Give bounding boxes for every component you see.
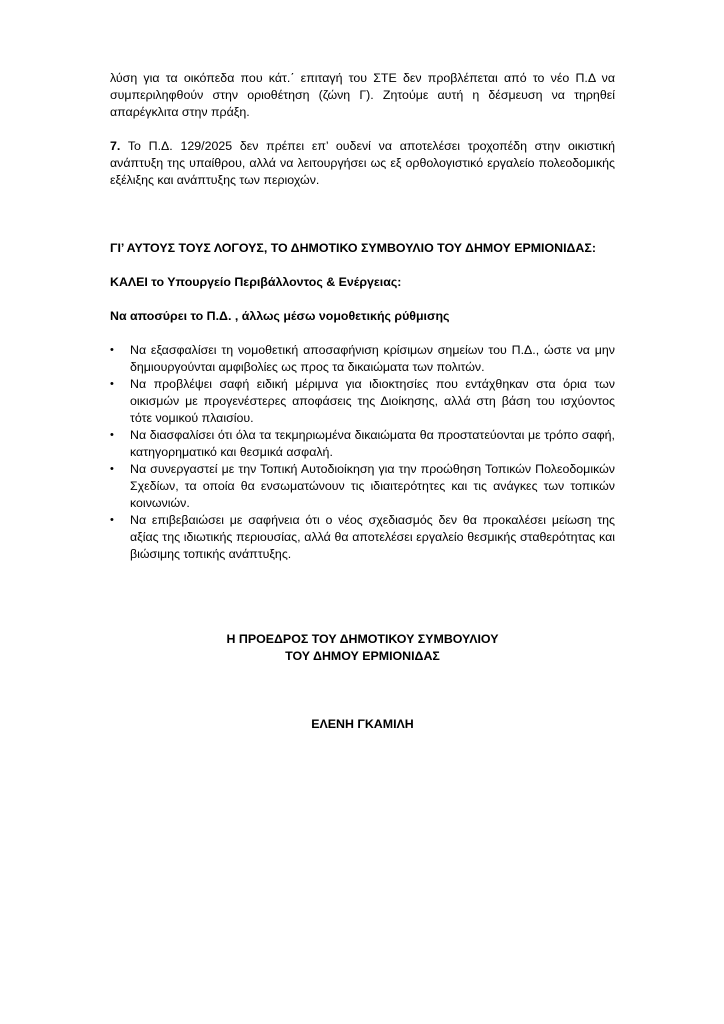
bullet-icon: • [110, 378, 114, 390]
withdraw-decree-line: Να αποσύρει το Π.Δ. , άλλως μέσω νομοθετικής ρύθμισης [110, 309, 450, 323]
list-item [110, 376, 615, 427]
demand-text: Να προβλέψει σαφή ειδική μέριμνα για ιδιοκτησίες που εντάχθηκαν στα όρια των οικισμών με προγενέστερες αποφάσεις της Διοίκησης, αλλά στη βάση του ισχύοντος τότε νομικού πλαισίου. [130, 377, 615, 425]
bullet-icon: • [110, 344, 114, 356]
bullet-icon: • [110, 514, 114, 526]
calls-ministry-line: ΚΑΛΕΙ το Υπουργείο Περιβάλλοντος & Ενέργειας: [110, 275, 402, 289]
point-7-paragraph [110, 138, 615, 189]
continuation-paragraph: λύση για τα οικόπεδα που κάτ.΄ επιταγή του ΣΤΕ δεν προβλέπεται από το νέο Π.Δ να συμπεριληφθούν στην οριοθέτηση (ζώνη Γ). Ζητούμε αυτή η δέσμευση να τηρηθεί απαρέγκλιτα στην πράξη. [110, 71, 615, 119]
list-item [110, 461, 615, 512]
point-7-text: Το Π.Δ. 129/2025 δεν πρέπει επ’ ουδενί να αποτελέσει τροχοπέδη στην οικιστική ανάπτυξη της υπαίθρου, αλλά να λειτουργήσει ως εξ ορθολογιστικό εργαλείο πολεοδομικής εξέλιξης και ανάπτυξης των περιοχών. [110, 139, 615, 187]
signature-title-line-2: ΤΟΥ ΔΗΜΟΥ ΕΡΜΙΟΝΙΔΑΣ [285, 649, 440, 663]
signer-name: ΕΛΕΝΗ ΓΚΑΜΙΛΗ [311, 717, 414, 731]
demand-text: Να συνεργαστεί με την Τοπική Αυτοδιοίκηση για την προώθηση Τοπικών Πολεοδομικών Σχεδίων, τα οποία θα ενσωματώνουν τις ιδιαιτερότητες και τις ανάγκες των τοπικών κοινωνιών. [130, 462, 615, 510]
signature-block [110, 631, 615, 665]
resolution-heading: ΓΙ’ ΑΥΤΟΥΣ ΤΟΥΣ ΛΟΓΟΥΣ, ΤΟ ΔΗΜΟΤΙΚΟ ΣΥΜΒΟΥΛΙΟ ΤΟΥ ΔΗΜΟΥ ΕΡΜΙΟΝΙΔΑΣ: [110, 241, 596, 255]
demands-list [110, 342, 615, 563]
bullet-icon: • [110, 463, 114, 475]
bullet-icon: • [110, 429, 114, 441]
signature-title-line-1: Η ΠΡΟΕΔΡΟΣ ΤΟΥ ΔΗΜΟΤΙΚΟΥ ΣΥΜΒΟΥΛΙΟΥ [226, 632, 499, 646]
point-7-number: 7. [110, 139, 121, 153]
demand-text: Να εξασφαλίσει τη νομοθετική αποσαφήνιση κρίσιμων σημείων του Π.Δ., ώστε να μην δημιουργούνται αμφιβολίες ως προς τα δικαιώματα των πολιτών. [130, 343, 615, 374]
list-item [110, 512, 615, 563]
document-page [110, 70, 615, 733]
list-item [110, 342, 615, 376]
demand-text: Να επιβεβαιώσει με σαφήνεια ότι ο νέος σχεδιασμός δεν θα προκαλέσει μείωση της αξίας της ιδιωτικής περιουσίας, αλλά θα αποτελέσει εργαλείο θεσμικής σταθερότητας και βιώσιμης τοπικής ανάπτυξης. [130, 513, 615, 561]
list-item [110, 427, 615, 461]
demand-text: Να διασφαλίσει ότι όλα τα τεκμηριωμένα δικαιώματα θα προστατεύονται με τρόπο σαφή, κατηγορηματικό και θεσμικά ασφαλή. [130, 428, 615, 459]
